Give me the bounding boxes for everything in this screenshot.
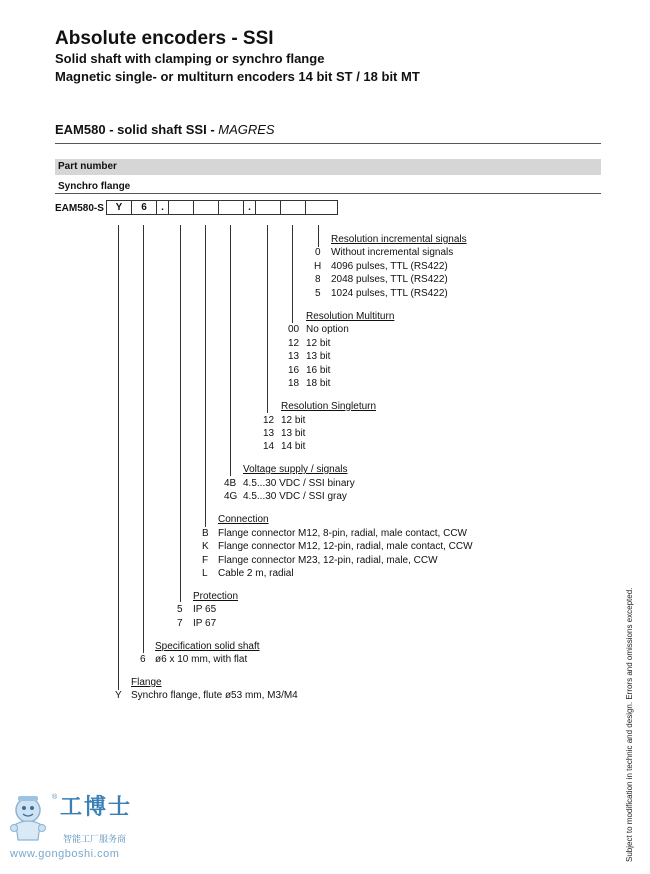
- side-disclaimer: Subject to modification in technic and design. Errors and omissions excepted.: [625, 587, 634, 862]
- connector-line-singleturn: [267, 225, 268, 413]
- group-header-connection: Connection: [218, 514, 269, 525]
- option-desc: 1024 pulses, TTL (RS422): [331, 288, 448, 299]
- part-number-bar: [55, 159, 601, 175]
- option-code: Y: [115, 690, 122, 701]
- option-code: F: [202, 555, 209, 566]
- option-code: 0: [315, 247, 321, 258]
- option-code: 5: [177, 604, 183, 615]
- option-code: 12: [263, 415, 275, 426]
- option-desc: 14 bit: [281, 441, 306, 452]
- option-code: 14: [263, 441, 275, 452]
- section-title: [55, 122, 275, 137]
- page-subtitle-1: Solid shaft with clamping or synchro flange: [55, 51, 325, 66]
- option-code: 6: [140, 654, 146, 665]
- option-desc: Flange connector M23, 12-pin, radial, male, CCW: [218, 555, 438, 566]
- group-header-spec-shaft: Specification solid shaft: [155, 641, 260, 652]
- option-code: B: [202, 528, 209, 539]
- option-code: 7: [177, 618, 183, 629]
- code-prefix: EAM580-S: [55, 203, 104, 214]
- option-desc: 12 bit: [306, 338, 331, 349]
- flange-type-label: Synchro flange: [58, 181, 131, 192]
- page-title: Absolute encoders - SSI: [55, 28, 274, 49]
- option-desc: 4.5...30 VDC / SSI binary: [243, 478, 355, 489]
- option-desc: No option: [306, 324, 349, 335]
- option-desc: IP 65: [193, 604, 217, 615]
- code-box-9: [280, 200, 305, 215]
- option-desc: 13 bit: [306, 351, 331, 362]
- code-box-8: [255, 200, 280, 215]
- group-header-singleturn: Resolution Singleturn: [281, 401, 377, 412]
- option-code: 18: [288, 378, 300, 389]
- group-header-protection: Protection: [193, 591, 239, 602]
- code-box-4: [168, 200, 193, 215]
- option-desc: 13 bit: [281, 428, 306, 439]
- connector-line-multiturn: [292, 225, 293, 323]
- code-box-6: [218, 200, 243, 215]
- option-desc: 4096 pulses, TTL (RS422): [331, 261, 448, 272]
- option-desc: Cable 2 m, radial: [218, 568, 294, 579]
- code-box-2: 6: [131, 200, 156, 215]
- connector-line-protection: [180, 225, 181, 602]
- connector-line-connection: [205, 225, 206, 527]
- option-code: 5: [315, 288, 321, 299]
- connector-line-flange: [118, 225, 119, 690]
- option-code: 4G: [224, 491, 238, 502]
- page-subtitle-2: Magnetic single- or multiturn encoders 14 bit ST / 18 bit MT: [55, 69, 420, 84]
- option-desc: Synchro flange, flute ø53 mm, M3/M4: [131, 690, 298, 701]
- code-box-10: [305, 200, 338, 215]
- part-number-label: Part number: [58, 161, 117, 172]
- connector-line-voltage: [230, 225, 231, 476]
- group-header-incremental: Resolution incremental signals: [331, 234, 467, 245]
- option-code: K: [202, 541, 209, 552]
- option-desc: 16 bit: [306, 365, 331, 376]
- section-title-italic: MAGRES: [218, 122, 275, 137]
- brand-url: www.gongboshi.com: [10, 848, 120, 860]
- section-title-bold: EAM580 - solid shaft SSI -: [55, 122, 219, 137]
- code-box-1: Y: [106, 200, 131, 215]
- option-desc: Flange connector M12, 8-pin, radial, male contact, CCW: [218, 528, 467, 539]
- option-desc: IP 67: [193, 618, 217, 629]
- registered-mark: ®: [52, 794, 58, 801]
- connector-line-incremental: [318, 225, 319, 247]
- option-code: 13: [263, 428, 275, 439]
- option-code: 16: [288, 365, 300, 376]
- option-code: 8: [315, 274, 321, 285]
- group-header-flange: Flange: [131, 677, 162, 688]
- option-desc: Without incremental signals: [331, 247, 454, 258]
- option-code: 12: [288, 338, 300, 349]
- code-box-7: .: [243, 200, 255, 215]
- option-code: L: [202, 568, 208, 579]
- option-desc: Flange connector M12, 12-pin, radial, male contact, CCW: [218, 541, 473, 552]
- group-header-voltage: Voltage supply / signals: [243, 464, 348, 475]
- option-desc: 4.5...30 VDC / SSI gray: [243, 491, 347, 502]
- option-code: 13: [288, 351, 300, 362]
- option-code: 00: [288, 324, 300, 335]
- option-desc: 12 bit: [281, 415, 306, 426]
- table-divider: [55, 193, 601, 194]
- code-box-3: .: [156, 200, 168, 215]
- connector-line-spec-shaft: [143, 225, 144, 653]
- option-desc: 18 bit: [306, 378, 331, 389]
- group-header-multiturn: Resolution Multiturn: [306, 311, 395, 322]
- option-code: 4B: [224, 478, 237, 489]
- brand-name: 工博士: [60, 795, 133, 820]
- option-desc: ø6 x 10 mm, with flat: [155, 654, 248, 665]
- option-desc: 2048 pulses, TTL (RS422): [331, 274, 448, 285]
- code-box-5: [193, 200, 218, 215]
- brand-tagline: 智能工厂服务商: [63, 835, 127, 845]
- section-divider: [55, 143, 601, 144]
- option-code: H: [314, 261, 322, 272]
